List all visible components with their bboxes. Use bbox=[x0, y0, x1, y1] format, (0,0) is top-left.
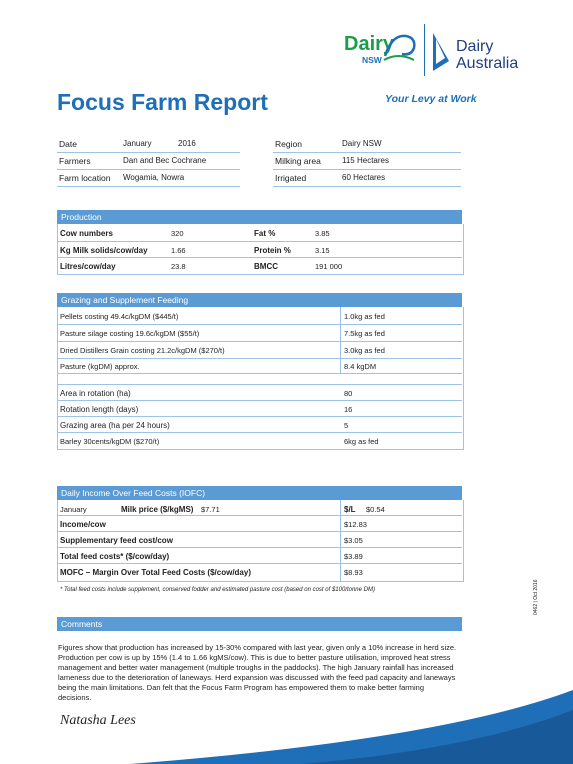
divider bbox=[57, 563, 462, 564]
date-row bbox=[57, 135, 240, 153]
farm-location-label: Farm location bbox=[59, 173, 111, 183]
fat-value: 3.85 bbox=[315, 229, 330, 238]
document-code: 0462 | Oct 2016 bbox=[533, 579, 539, 615]
per-litre-label: $/L bbox=[344, 505, 356, 514]
nsw-logo-text: NSW bbox=[362, 55, 382, 65]
feed-label: Dried Distillers Grain costing 21.2c/kgDM ($270/t) bbox=[60, 346, 225, 355]
region-value: Dairy NSW bbox=[342, 139, 382, 148]
milk-solids-label: Kg Milk solids/cow/day bbox=[60, 246, 148, 255]
supp-feed-label: Supplementary feed cost/cow bbox=[60, 536, 173, 545]
divider bbox=[57, 358, 462, 359]
date-label: Date bbox=[59, 139, 77, 149]
feed-value: 3.0kg as fed bbox=[344, 346, 385, 355]
bmcc-label: BMCC bbox=[254, 262, 278, 271]
logo-divider bbox=[424, 24, 425, 76]
iofc-month: January bbox=[60, 505, 87, 514]
farmers-label: Farmers bbox=[59, 156, 91, 166]
milking-area-label: Milking area bbox=[275, 156, 321, 166]
dairy-australia-mark-icon bbox=[431, 31, 451, 73]
divider bbox=[57, 515, 462, 516]
divider bbox=[57, 257, 462, 258]
comments-text: Figures show that production has increased by 15-30% compared with last year, given only a 10% increase in herd size. Production per cow is up by 15% (1.4 to 1.66 kgMS/cow). This is due to better pasture utilisation, improved heat stress management and better water management (multiple troughs in the paddocks). The high January rainfall has increased lameness due to the deterioration of laneways. Herd expansion was discussed with the feed pad capacity and laneways being the main limitations. Dan felt that the Focus Farm Program has empowered them to make better farming decisions. bbox=[58, 643, 457, 702]
feed-value: 7.5kg as fed bbox=[344, 329, 385, 338]
income-cow-label: Income/cow bbox=[60, 520, 106, 529]
feed-label: Pellets costing 49.4c/kgDM ($445/t) bbox=[60, 312, 179, 321]
litres-label: Litres/cow/day bbox=[60, 262, 116, 271]
income-cow-value: $12.83 bbox=[344, 520, 367, 529]
area-in-rotation-label: Area in rotation (ha) bbox=[60, 389, 131, 398]
litres-value: 23.8 bbox=[171, 262, 186, 271]
column-divider bbox=[340, 307, 341, 373]
farmers-value: Dan and Bec Cochrane bbox=[123, 156, 207, 165]
bmcc-value: 191 000 bbox=[315, 262, 343, 271]
cow-numbers-value: 320 bbox=[171, 229, 184, 238]
mofc-value: $8.93 bbox=[344, 568, 363, 577]
rotation-length-value: 16 bbox=[344, 405, 353, 414]
divider bbox=[57, 384, 462, 385]
production-heading-bar bbox=[57, 210, 462, 224]
divider bbox=[57, 531, 462, 532]
dairy-australia-logo-line2: Australia bbox=[456, 55, 519, 72]
date-month: January bbox=[123, 139, 152, 148]
comments-heading: Comments bbox=[61, 619, 103, 629]
date-year: 2016 bbox=[178, 139, 196, 148]
iofc-footnote: * Total feed costs include supplement, conserved fodder and estimated pasture cost (based on cost of $100/tonne DM) bbox=[60, 587, 375, 593]
signature: Natasha Lees bbox=[60, 713, 136, 728]
column-divider bbox=[340, 500, 341, 581]
milk-price-label: Milk price ($/kgMS) bbox=[121, 505, 194, 514]
total-feed-label: Total feed costs* ($/cow/day) bbox=[60, 552, 170, 561]
page-title: Focus Farm Report bbox=[57, 89, 268, 115]
region-label: Region bbox=[275, 139, 302, 149]
feed-label: Pasture (kgDM) approx. bbox=[60, 362, 140, 371]
tagline: Your Levy at Work bbox=[385, 93, 477, 105]
barley-value: 6kg as fed bbox=[344, 437, 379, 446]
divider bbox=[57, 416, 462, 417]
mofc-label: MOFC – Margin Over Total Feed Costs ($/cow/day) bbox=[60, 568, 251, 577]
divider bbox=[57, 241, 462, 242]
milk-price-value: $7.71 bbox=[201, 505, 220, 514]
iofc-heading-bar bbox=[57, 486, 462, 500]
supp-feed-value: $3.05 bbox=[344, 536, 363, 545]
divider bbox=[57, 324, 462, 325]
irrigated-row bbox=[273, 169, 461, 187]
cow-numbers-label: Cow numbers bbox=[60, 229, 113, 238]
grazing-area-label: Grazing area (ha per 24 hours) bbox=[60, 421, 170, 430]
farm-location-value: Wogamia, Nowra bbox=[123, 173, 185, 182]
divider bbox=[57, 547, 462, 548]
per-litre-value: $0.54 bbox=[366, 505, 385, 514]
cow-logo-icon bbox=[380, 26, 420, 66]
grazing-heading: Grazing and Supplement Feeding bbox=[61, 295, 189, 305]
feed-label: Pasture silage costing 19.6c/kgDM ($55/t) bbox=[60, 329, 200, 338]
divider bbox=[57, 373, 462, 374]
protein-value: 3.15 bbox=[315, 246, 330, 255]
production-heading: Production bbox=[61, 212, 102, 222]
dairy-nsw-logo: Dairy bbox=[344, 33, 395, 55]
feed-value: 8.4 kgDM bbox=[344, 362, 377, 371]
farmers-row bbox=[57, 152, 240, 170]
protein-label: Protein % bbox=[254, 246, 291, 255]
iofc-heading: Daily Income Over Feed Costs (IOFC) bbox=[61, 488, 206, 498]
milk-solids-value: 1.66 bbox=[171, 246, 186, 255]
feed-value: 1.0kg as fed bbox=[344, 312, 385, 321]
region-row bbox=[273, 135, 461, 153]
milking-area-row bbox=[273, 152, 461, 170]
total-feed-value: $3.89 bbox=[344, 552, 363, 561]
divider bbox=[57, 400, 462, 401]
dairy-australia-logo-line1: Dairy bbox=[456, 38, 494, 55]
fat-label: Fat % bbox=[254, 229, 276, 238]
divider bbox=[57, 341, 462, 342]
grazing-area-value: 5 bbox=[344, 421, 349, 430]
area-in-rotation-value: 80 bbox=[344, 389, 353, 398]
milking-area-value: 115 Hectares bbox=[342, 156, 389, 165]
grazing-heading-bar bbox=[57, 293, 462, 307]
divider bbox=[57, 432, 462, 433]
irrigated-value: 60 Hectares bbox=[342, 173, 386, 182]
farm-location-row bbox=[57, 169, 240, 187]
rotation-length-label: Rotation length (days) bbox=[60, 405, 139, 414]
comments-heading-bar bbox=[57, 617, 462, 631]
irrigated-label: Irrigated bbox=[275, 173, 307, 183]
barley-label: Barley 30cents/kgDM ($270/t) bbox=[60, 437, 160, 446]
